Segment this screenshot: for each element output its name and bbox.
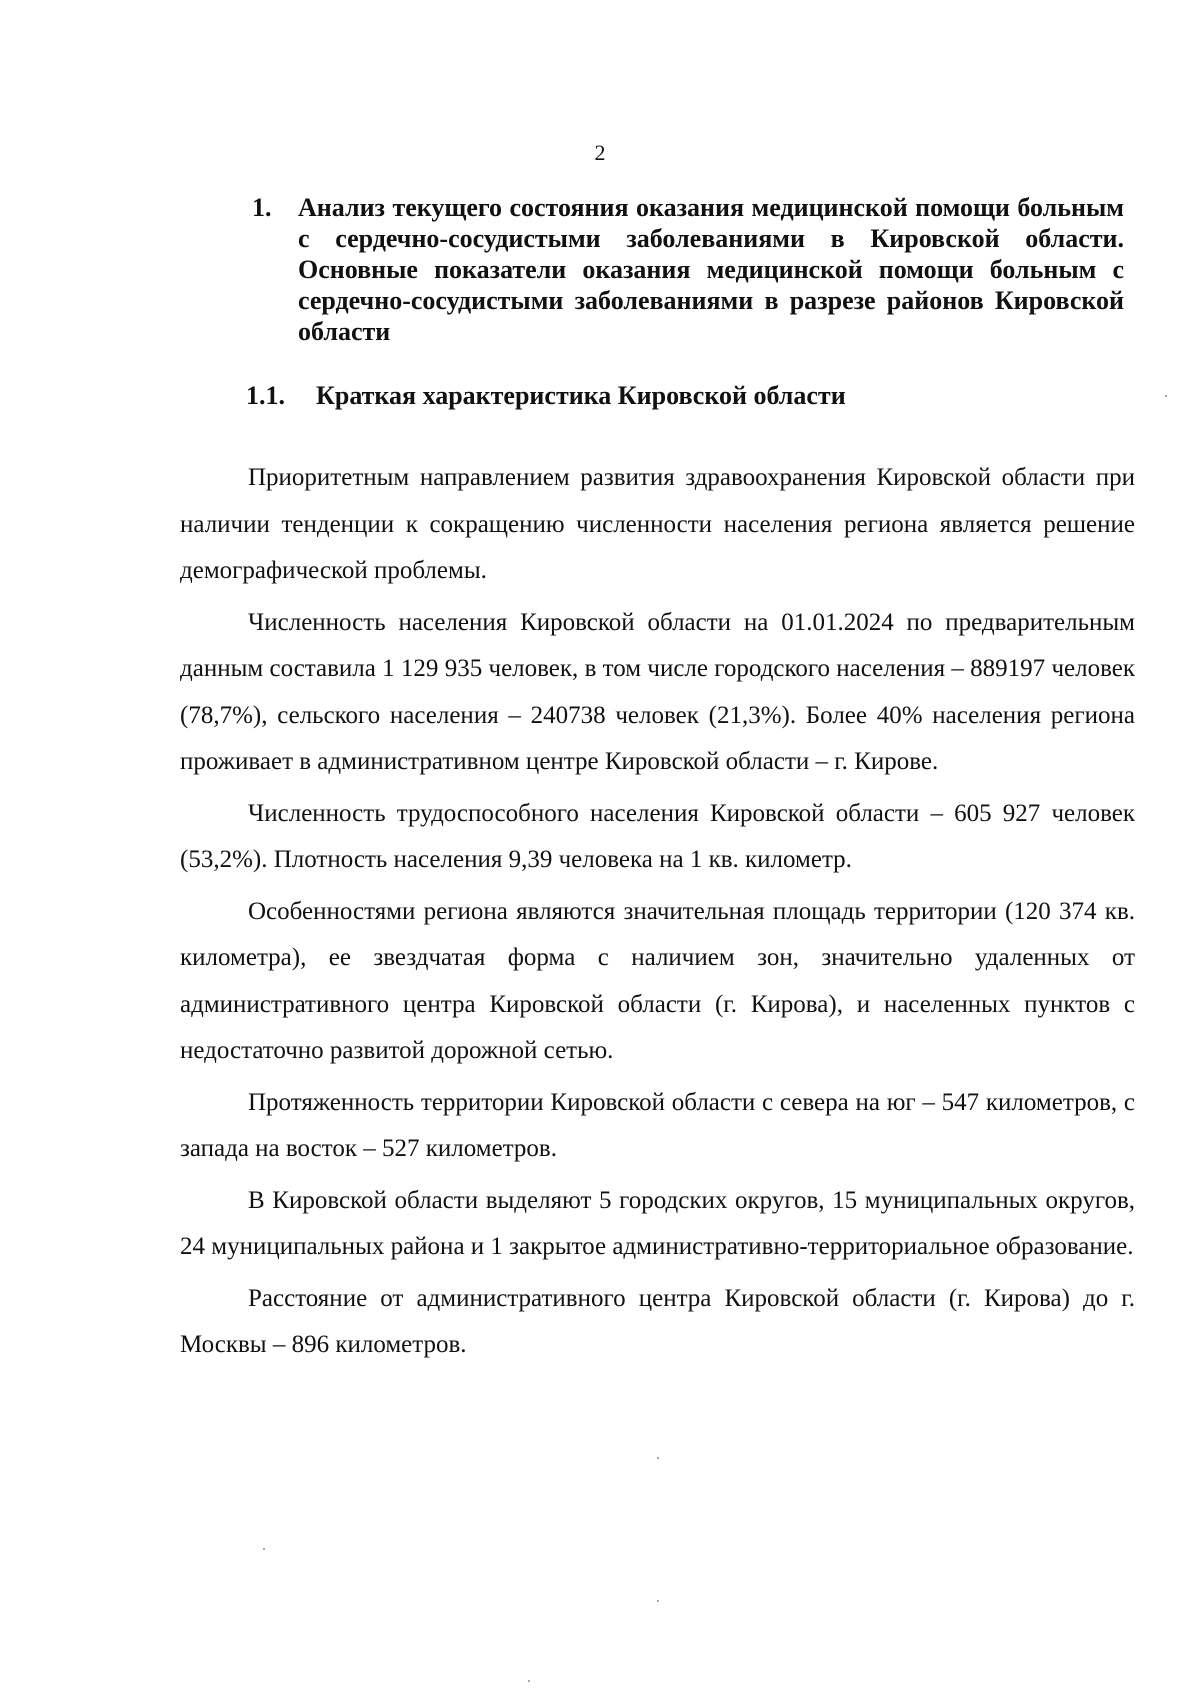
scan-speck	[528, 1680, 530, 1682]
section-number: 1.	[252, 193, 272, 222]
scan-speck	[657, 1457, 659, 1459]
body-text	[180, 455, 1135, 1374]
paragraph-priority: Приоритетным направлением развития здравоохранения Кировской области при наличии тенденции к сокращению численности населения региона является решение демографической проблемы.	[180, 464, 1135, 584]
scan-speck	[263, 1548, 265, 1550]
section-heading	[252, 192, 1124, 347]
paragraph-municipalities: В Кировской области выделяют 5 городских округов, 15 муниципальных округов, 24 муниципальных района и 1 закрытое административно-территориальное образование.	[180, 1186, 1135, 1260]
paragraph-region-features: Особенностями региона являются значительная площадь территории (120 374 кв. километра), ее звездчатая форма с наличием зон, значительно удаленных от административного центра Кировской области (г. Кирова), и населенных пунктов с недостаточно развитой дорожной сетью.	[180, 897, 1135, 1064]
subsection-number: 1.1.	[246, 381, 285, 410]
subsection-title: Краткая характеристика Кировской области	[316, 381, 846, 410]
scan-speck	[1165, 395, 1167, 397]
paragraph-extent: Протяженность территории Кировской области с севера на юг – 547 километров, с запада на восток – 527 километров.	[180, 1088, 1135, 1162]
paragraph-working-population: Численность трудоспособного населения Кировской области – 605 927 человек (53,2%). Плотность населения 9,39 человека на 1 кв. километр.	[180, 799, 1135, 873]
section-title: Анализ текущего состояния оказания медицинской помощи больным с сердечно-сосудистыми заболеваниями в Кировской области. Основные показатели оказания медицинской помощи больным с сердечно-сосудистыми заболеваниями в разрезе районов Кировской области	[298, 193, 1124, 346]
paragraph-distance: Расстояние от административного центра Кировской области (г. Кирова) до г. Москвы – 896 километров.	[180, 1284, 1135, 1358]
scan-speck	[657, 1600, 659, 1602]
paragraph-population: Численность населения Кировской области на 01.01.2024 по предварительным данным составила 1 129 935 человек, в том числе городского населения – 889197 человек (78,7%), сельского населения – 240738 человек (21,3%). Более 40% населения региона проживает в административном центре Кировской области – г. Кирове.	[180, 608, 1135, 775]
subsection-heading	[246, 380, 846, 411]
page-number: 2	[594, 140, 606, 165]
